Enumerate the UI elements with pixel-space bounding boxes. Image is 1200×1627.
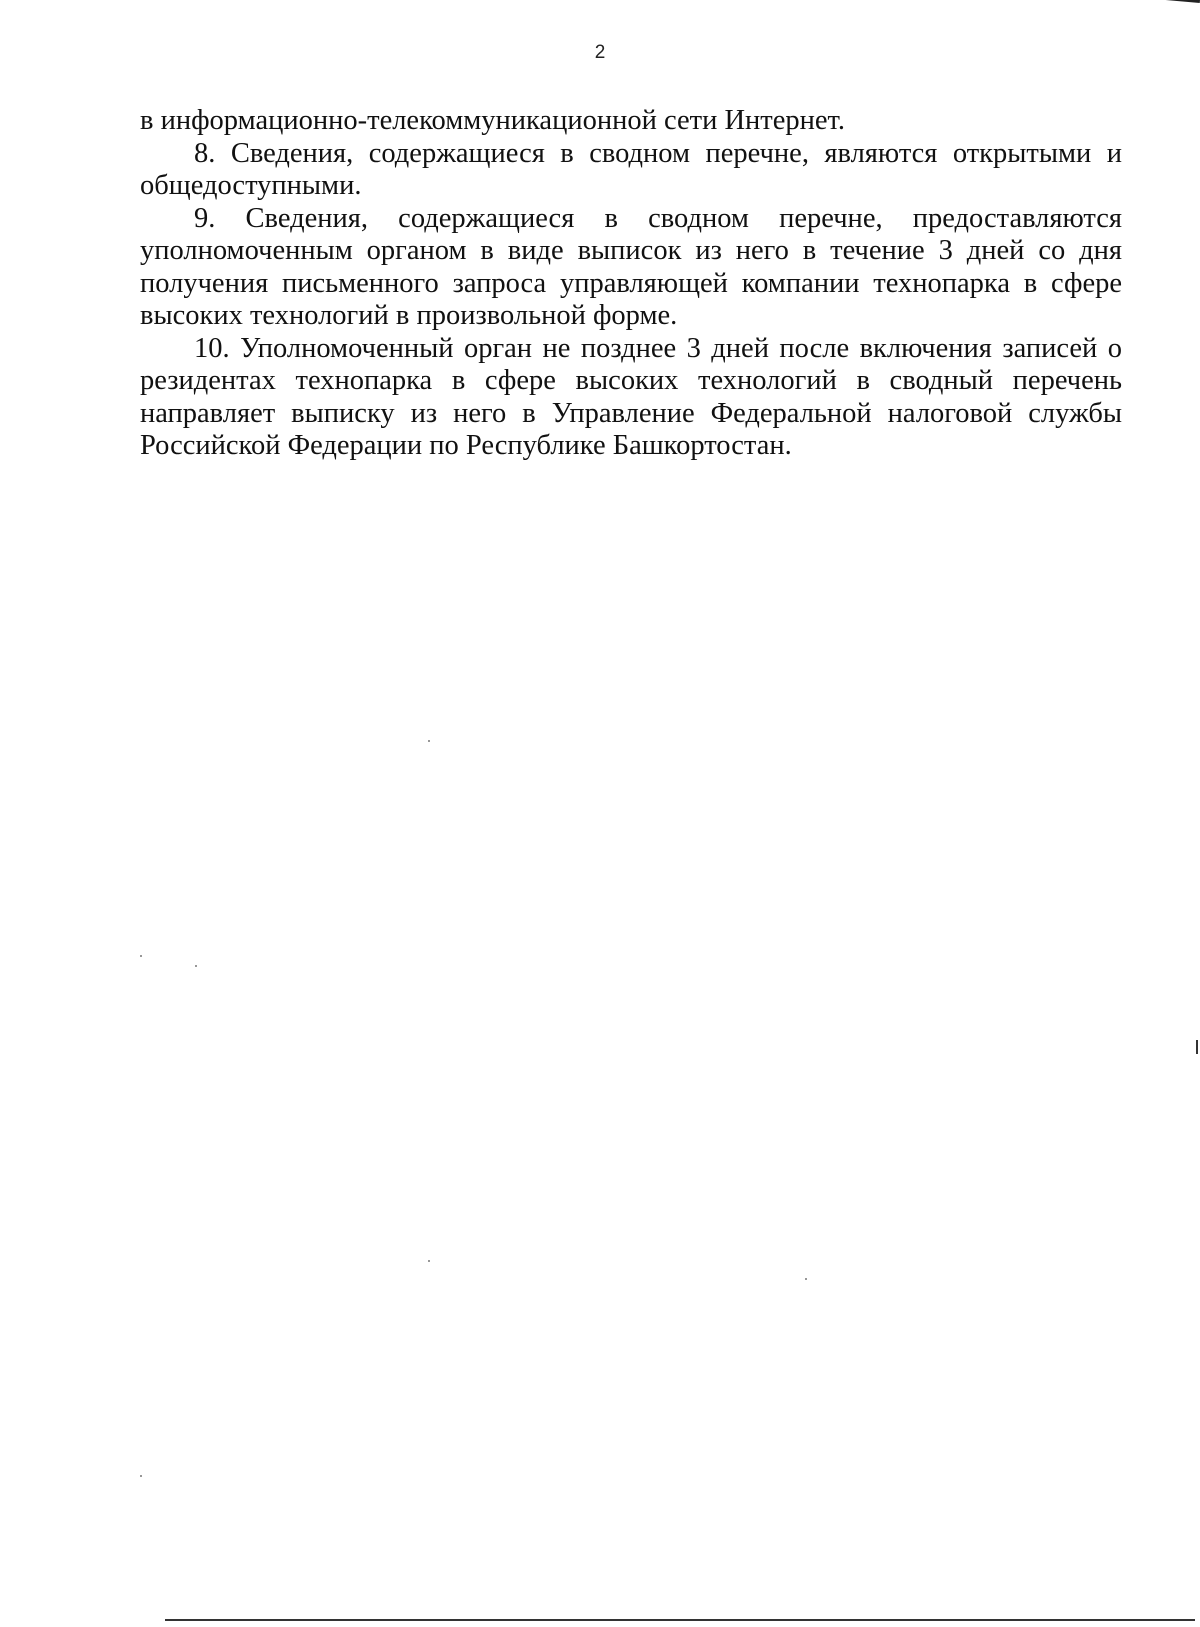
- scan-speck: [428, 1260, 430, 1262]
- scan-artifact-top-right: [1148, 0, 1200, 3]
- scan-artifact-right-edge: [1196, 1040, 1198, 1054]
- scan-speck: [428, 740, 430, 742]
- continuation-line: в информационно-телекоммуникационной сети Интернет.: [140, 105, 845, 136]
- scan-speck: [140, 955, 142, 957]
- document-body: [140, 105, 1122, 463]
- paragraph-10: 10. Уполномоченный орган не позднее 3 дней после включения записей о резидентах технопарка в сфере высоких технологий в сводный перечень направляет выписку из него в Управление Федеральной налоговой службы Российской Федерации по Республике Башкортостан.: [140, 332, 1122, 461]
- scan-speck: [195, 965, 197, 967]
- scan-speck: [805, 1278, 807, 1280]
- page-number: 2: [594, 42, 606, 63]
- paragraph-9: 9. Сведения, содержащиеся в сводном перечне, предоставляются уполномоченным органом в виде выписок из него в течение 3 дней со дня получения письменного запроса управляющей компании технопарка в сфере высоких технологий в произвольной форме.: [140, 202, 1122, 331]
- scan-artifact-bottom-edge: [165, 1619, 1195, 1621]
- paragraph-8: 8. Сведения, содержащиеся в сводном перечне, являются открытыми и общедоступными.: [140, 137, 1122, 201]
- scan-speck: [140, 1475, 142, 1477]
